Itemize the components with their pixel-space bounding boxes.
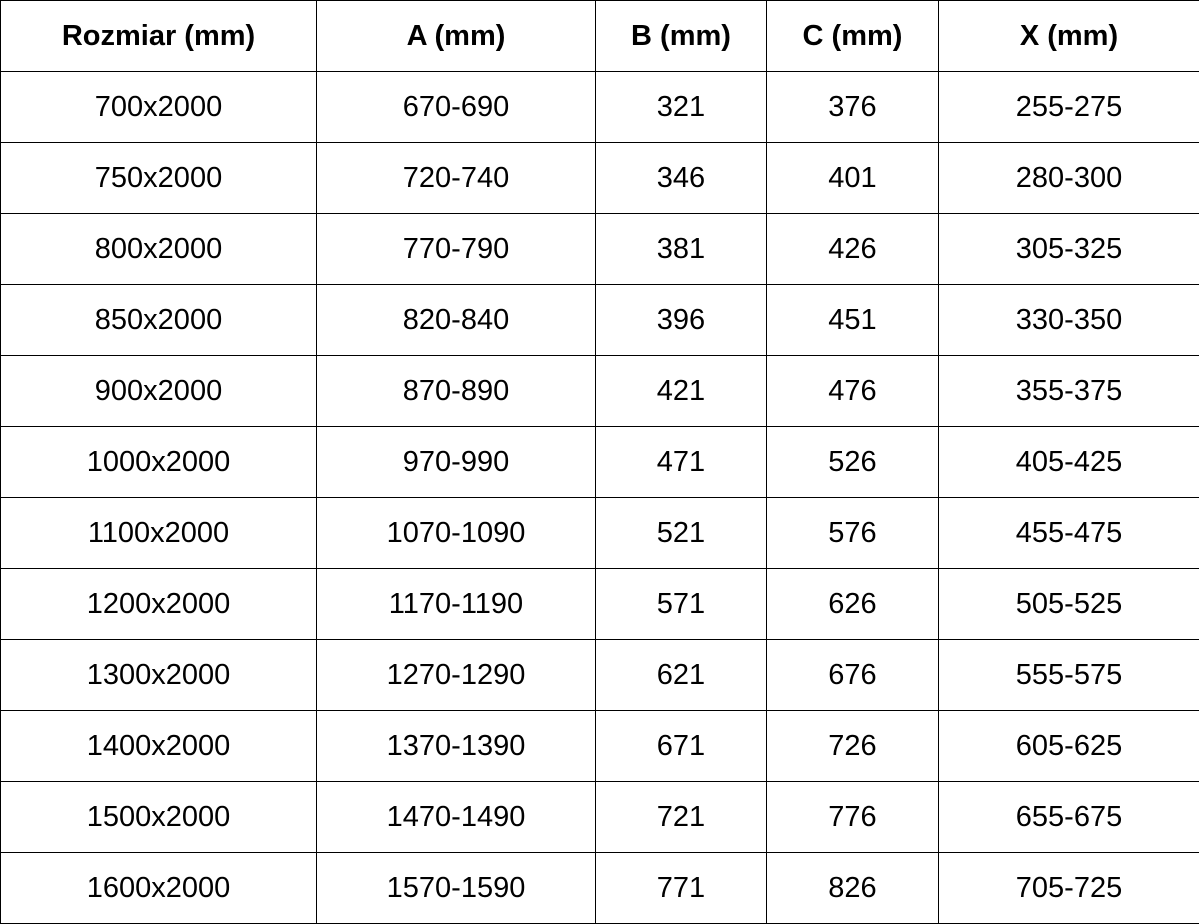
table-cell: 280-300 [939, 143, 1199, 214]
table-row [1, 285, 1199, 356]
table-cell: 451 [767, 285, 939, 356]
column-header: X (mm) [939, 1, 1199, 72]
table-cell: 705-725 [939, 853, 1199, 924]
table-row [1, 72, 1199, 143]
table-cell: 355-375 [939, 356, 1199, 427]
table-cell: 726 [767, 711, 939, 782]
table-cell: 605-625 [939, 711, 1199, 782]
table-cell: 900x2000 [1, 356, 317, 427]
table-cell: 670-690 [317, 72, 596, 143]
header-row [1, 1, 1199, 72]
column-header: Rozmiar (mm) [1, 1, 317, 72]
table-cell: 1270-1290 [317, 640, 596, 711]
table-cell: 396 [596, 285, 767, 356]
table-cell: 346 [596, 143, 767, 214]
table-cell: 1170-1190 [317, 569, 596, 640]
table-cell: 381 [596, 214, 767, 285]
table-row [1, 143, 1199, 214]
table-row [1, 711, 1199, 782]
table-cell: 1000x2000 [1, 427, 317, 498]
table-row [1, 214, 1199, 285]
table-cell: 1070-1090 [317, 498, 596, 569]
table-cell: 1470-1490 [317, 782, 596, 853]
table-cell: 776 [767, 782, 939, 853]
table-cell: 1100x2000 [1, 498, 317, 569]
table-cell: 571 [596, 569, 767, 640]
table-cell: 426 [767, 214, 939, 285]
table-cell: 770-790 [317, 214, 596, 285]
table-cell: 1500x2000 [1, 782, 317, 853]
table-cell: 1370-1390 [317, 711, 596, 782]
table-cell: 521 [596, 498, 767, 569]
table-cell: 555-575 [939, 640, 1199, 711]
table-row [1, 498, 1199, 569]
table-row [1, 782, 1199, 853]
table-cell: 1600x2000 [1, 853, 317, 924]
table-cell: 1300x2000 [1, 640, 317, 711]
table-row [1, 640, 1199, 711]
table-cell: 576 [767, 498, 939, 569]
table-cell: 700x2000 [1, 72, 317, 143]
table-cell: 471 [596, 427, 767, 498]
table-cell: 970-990 [317, 427, 596, 498]
table-cell: 671 [596, 711, 767, 782]
table-cell: 1570-1590 [317, 853, 596, 924]
table-cell: 850x2000 [1, 285, 317, 356]
table-cell: 1400x2000 [1, 711, 317, 782]
table-cell: 1200x2000 [1, 569, 317, 640]
table-row [1, 569, 1199, 640]
table-cell: 870-890 [317, 356, 596, 427]
table-cell: 676 [767, 640, 939, 711]
table-cell: 401 [767, 143, 939, 214]
table-cell: 255-275 [939, 72, 1199, 143]
table-cell: 405-425 [939, 427, 1199, 498]
table-cell: 455-475 [939, 498, 1199, 569]
table-row [1, 356, 1199, 427]
table-cell: 721 [596, 782, 767, 853]
table-cell: 771 [596, 853, 767, 924]
table-cell: 505-525 [939, 569, 1199, 640]
table-cell: 421 [596, 356, 767, 427]
column-header: C (mm) [767, 1, 939, 72]
table-cell: 826 [767, 853, 939, 924]
table-cell: 376 [767, 72, 939, 143]
table-cell: 720-740 [317, 143, 596, 214]
table-cell: 750x2000 [1, 143, 317, 214]
table-row [1, 853, 1199, 924]
column-header: A (mm) [317, 1, 596, 72]
table-cell: 655-675 [939, 782, 1199, 853]
table-cell: 321 [596, 72, 767, 143]
table-cell: 476 [767, 356, 939, 427]
table-cell: 330-350 [939, 285, 1199, 356]
column-header: B (mm) [596, 1, 767, 72]
table-cell: 621 [596, 640, 767, 711]
table-cell: 800x2000 [1, 214, 317, 285]
table-cell: 820-840 [317, 285, 596, 356]
table-cell: 305-325 [939, 214, 1199, 285]
table-cell: 626 [767, 569, 939, 640]
table-cell: 526 [767, 427, 939, 498]
table-row [1, 427, 1199, 498]
